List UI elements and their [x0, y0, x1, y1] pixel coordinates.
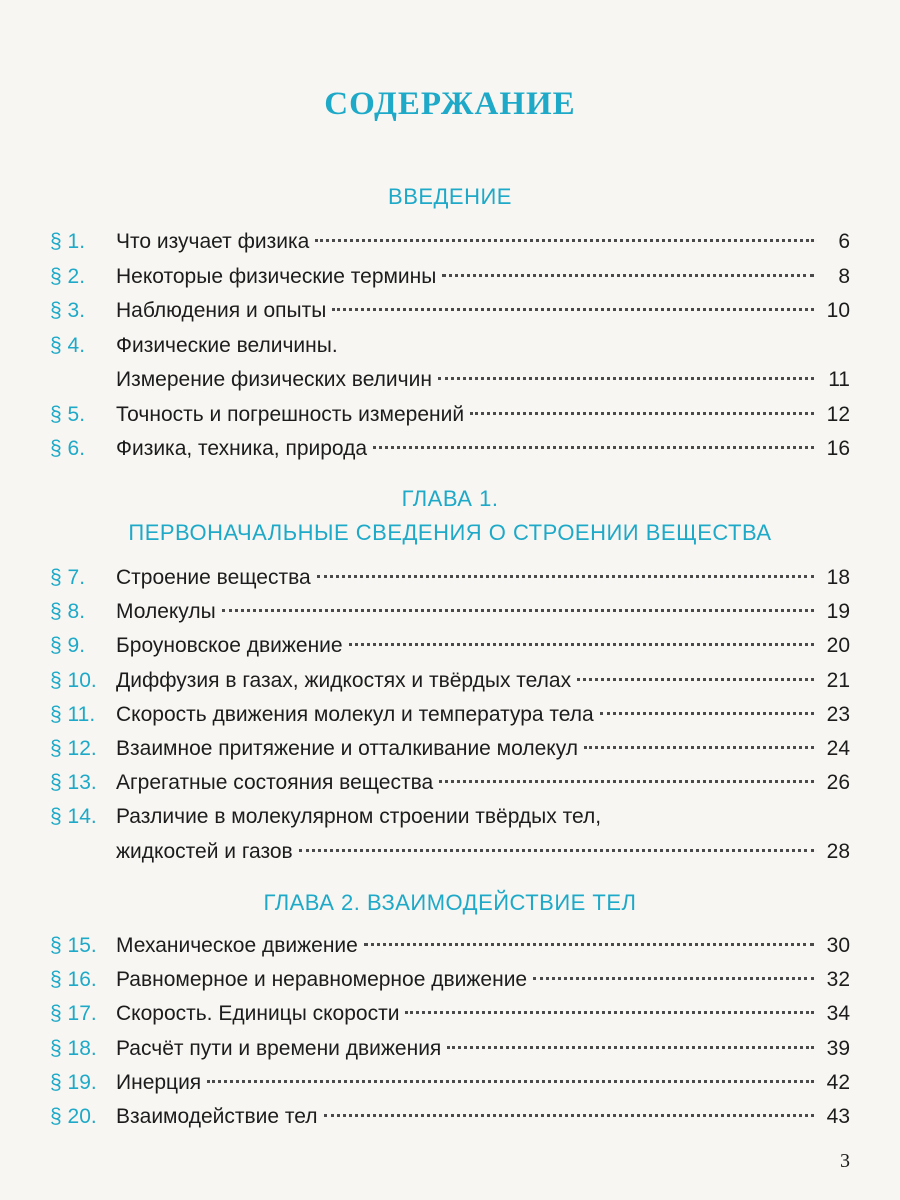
section-number: § 10. [50, 668, 97, 692]
entry-title: Инерция [116, 1070, 202, 1094]
entry-title: Диффузия в газах, жидкостях и твёрдых телах [116, 668, 572, 692]
entry-title: Некоторые физические термины [116, 264, 437, 288]
entry-line [116, 629, 850, 663]
entry-line [116, 294, 850, 328]
entry-page: 21 [826, 668, 850, 692]
section-number: § 3. [50, 299, 86, 322]
entry-line [116, 1100, 850, 1134]
entry-line [116, 329, 850, 363]
dot-leader [324, 1114, 815, 1117]
entry-page: 32 [826, 968, 850, 992]
toc-entry[interactable] [50, 963, 850, 997]
entry-line [116, 595, 850, 629]
section-number: § 14. [50, 805, 97, 829]
toc-entry[interactable] [50, 398, 850, 432]
entry-title: Наблюдения и опыты [116, 299, 327, 322]
intro-heading: ВВЕДЕНИЕ [388, 184, 512, 209]
dot-leader [332, 308, 814, 311]
toc-entry[interactable] [50, 225, 850, 259]
entry-title: Взаимодействие тел [116, 1105, 318, 1128]
entry-page: 12 [826, 402, 850, 426]
dot-leader [470, 412, 814, 415]
dot-leader [373, 446, 814, 449]
entry-line [116, 398, 850, 432]
toc-entry[interactable] [50, 800, 850, 834]
section-number: § 11. [50, 702, 96, 726]
dot-leader [315, 239, 814, 242]
toc-entry[interactable] [50, 363, 850, 397]
page-title: СОДЕРЖАНИЕ [324, 86, 576, 122]
entry-line [116, 1032, 850, 1066]
entry-page: 28 [826, 839, 850, 863]
entry-title: Броуновское движение [116, 634, 343, 658]
toc-entry[interactable] [50, 1066, 850, 1100]
dot-leader [600, 712, 814, 715]
entry-line [116, 963, 850, 997]
entry-page: 26 [826, 771, 850, 795]
section-number: § 2. [50, 264, 86, 288]
entry-line [116, 363, 850, 397]
dot-leader [439, 780, 814, 783]
entry-title: Механическое движение [116, 934, 358, 957]
dot-leader [447, 1046, 814, 1049]
toc-entry[interactable] [50, 629, 850, 663]
entry-page: 42 [826, 1070, 850, 1094]
dot-leader [405, 1011, 814, 1014]
entry-page: 20 [826, 634, 850, 658]
entry-title: Что изучает физика [116, 230, 310, 253]
entry-page: 10 [826, 299, 850, 322]
entry-line [116, 698, 850, 732]
entry-page: 34 [826, 1002, 850, 1026]
section-number: § 20. [50, 1105, 97, 1128]
entry-page: 30 [826, 934, 850, 957]
entry-line [116, 432, 850, 466]
entry-line [116, 1066, 850, 1100]
toc-entry[interactable] [50, 260, 850, 294]
entry-title: Различие в молекулярном строении твёрдых тел, [116, 805, 602, 829]
section-number: § 4. [50, 333, 86, 357]
entry-page: 24 [826, 737, 850, 760]
dot-leader [584, 746, 814, 749]
toc-entry[interactable] [50, 329, 850, 363]
toc-entry[interactable] [50, 664, 850, 698]
dot-leader [442, 274, 814, 277]
entry-page: 39 [826, 1036, 850, 1060]
dot-leader [364, 943, 814, 946]
entry-title: жидкостей и газов [116, 839, 293, 863]
entry-title: Строение вещества [116, 566, 311, 589]
dot-leader [577, 678, 814, 681]
toc-entry[interactable] [50, 561, 850, 595]
section-number: § 12. [50, 737, 97, 760]
entry-line [116, 225, 850, 259]
toc-entry[interactable] [50, 835, 850, 869]
section-number: § 18. [50, 1036, 97, 1060]
dot-leader [299, 849, 814, 852]
dot-leader [438, 377, 814, 380]
entry-line [116, 732, 850, 766]
chapter1-title: ПЕРВОНАЧАЛЬНЫЕ СВЕДЕНИЯ О СТРОЕНИИ ВЕЩЕСТВА [128, 520, 772, 545]
page-number: 3 [840, 1150, 850, 1172]
entry-page: 19 [826, 600, 850, 624]
entry-page: 8 [838, 264, 850, 288]
toc-entry[interactable] [50, 1032, 850, 1066]
entry-title: Равномерное и неравномерное движение [116, 968, 528, 992]
entry-title: Физика, техника, природа [116, 437, 368, 460]
entry-line [116, 561, 850, 595]
section-number: § 5. [50, 402, 86, 426]
entry-line [116, 766, 850, 800]
entry-line [116, 929, 850, 963]
entry-page: 11 [828, 368, 850, 391]
toc-entry[interactable] [50, 294, 850, 328]
chapter2-title: ГЛАВА 2. ВЗАИМОДЕЙСТВИЕ ТЕЛ [263, 890, 637, 915]
toc-entry[interactable] [50, 766, 850, 800]
dot-leader [317, 575, 814, 578]
toc-entry[interactable] [50, 432, 850, 466]
entry-page: 23 [826, 702, 850, 726]
section-number: § 17. [50, 1002, 97, 1026]
dot-leader [207, 1080, 814, 1083]
section-number: § 19. [50, 1070, 97, 1094]
toc-entry[interactable] [50, 997, 850, 1031]
entry-line [116, 664, 850, 698]
entry-line [116, 835, 850, 869]
dot-leader [533, 977, 814, 980]
toc-entry[interactable] [50, 595, 850, 629]
dot-leader [349, 643, 814, 646]
entry-title: Скорость движения молекул и температура тела [116, 702, 594, 726]
entry-page: 18 [826, 566, 850, 589]
section-number: § 13. [50, 771, 97, 795]
entry-title: Физические величины. [116, 333, 338, 357]
entry-title: Скорость. Единицы скорости [116, 1002, 400, 1026]
entry-title: Измерение физических величин [116, 368, 432, 391]
entry-title: Точность и погрешность измерений [116, 402, 465, 426]
entry-title: Агрегатные состояния вещества [116, 771, 434, 795]
entry-page: 6 [838, 230, 850, 253]
section-number: § 9. [50, 634, 86, 658]
toc-entry[interactable] [50, 698, 850, 732]
section-number: § 7. [50, 566, 86, 589]
toc-entry[interactable] [50, 929, 850, 963]
entry-line [116, 260, 850, 294]
section-number: § 8. [50, 600, 86, 624]
section-number: § 15. [50, 934, 97, 957]
section-number: § 6. [50, 437, 86, 460]
section-number: § 16. [50, 968, 97, 992]
chapter1-label: ГЛАВА 1. [401, 486, 499, 511]
entry-line [116, 997, 850, 1031]
entry-page: 43 [826, 1105, 850, 1128]
entry-line [116, 800, 850, 834]
toc-entry[interactable] [50, 1100, 850, 1134]
entry-page: 16 [826, 437, 850, 460]
entry-title: Взаимное притяжение и отталкивание молекул [116, 737, 578, 760]
toc-entry[interactable] [50, 732, 850, 766]
dot-leader [222, 609, 814, 612]
entry-title: Молекулы [116, 600, 216, 624]
entry-title: Расчёт пути и времени движения [116, 1036, 442, 1060]
section-number: § 1. [50, 230, 86, 253]
